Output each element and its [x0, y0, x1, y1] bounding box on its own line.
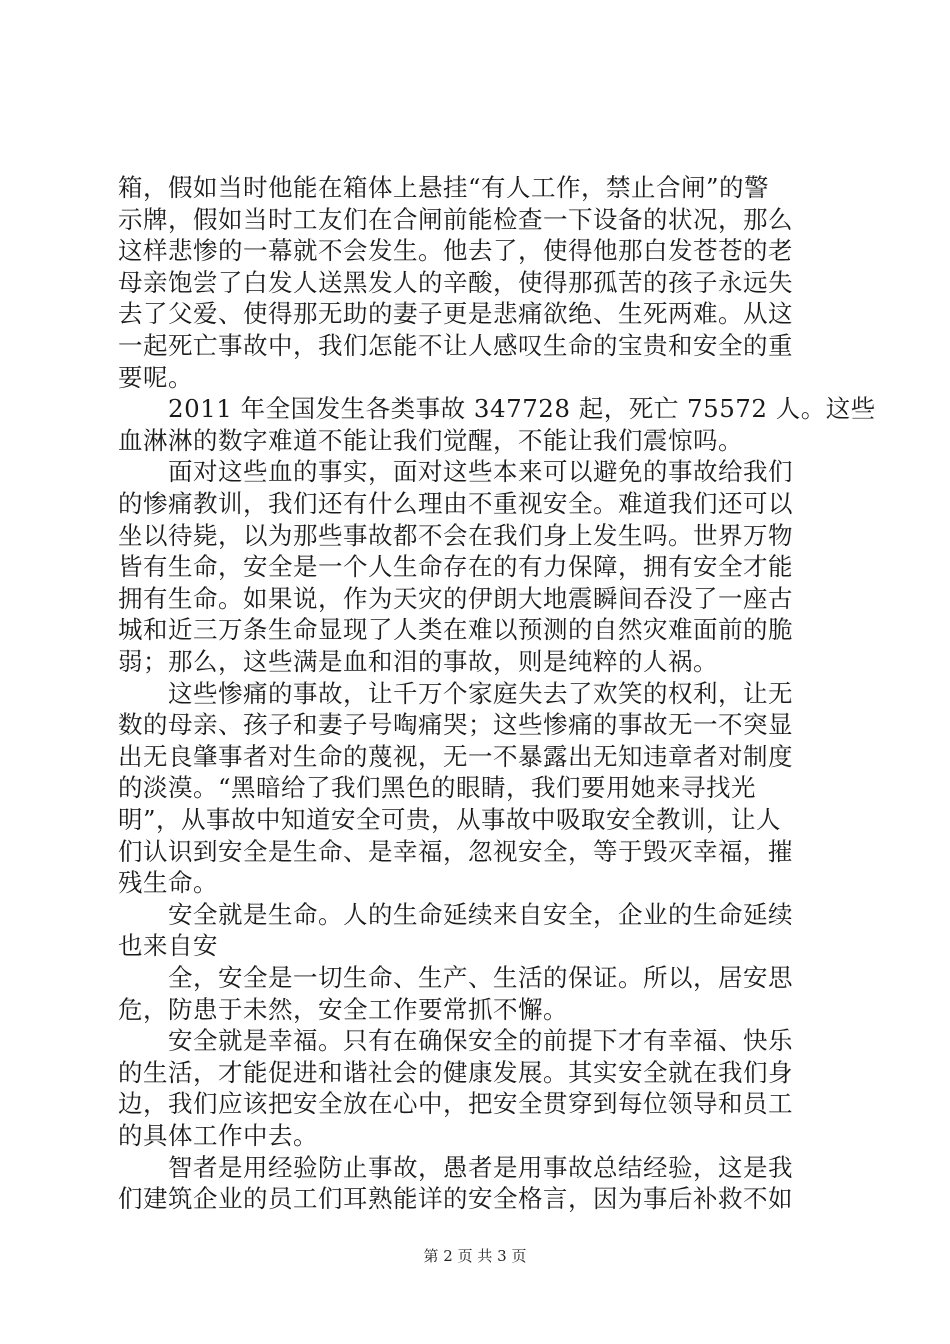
text-line: 箱，假如当时他能在箱体上悬挂“有人工作，禁止合闸”的警 — [118, 173, 770, 202]
text-line: 拥有生命。如果说，作为天灾的伊朗大地震瞬间吞没了一座古 — [118, 583, 793, 613]
text-line: 弱；那么，这些满是血和泪的事故，则是纯粹的人祸。 — [118, 647, 718, 676]
page-footer: 第 2 页 共 3 页 — [423, 1247, 527, 1265]
text-line: 残生命。 — [118, 868, 218, 898]
text-line: 2011 年全国发生各类事故 347728 起，死亡 75572 人。这些 — [168, 394, 876, 424]
text-line: 的惨痛教训，我们还有什么理由不重视安全。难道我们还可以 — [118, 489, 793, 518]
text-line: 这些惨痛的事故，让千万个家庭失去了欢笑的权利，让无 — [168, 678, 793, 708]
text-line: 一起死亡事故中，我们怎能不让人感叹生命的宝贵和安全的重 — [118, 331, 793, 360]
text-line: 的生活，才能促进和谐社会的健康发展。其实安全就在我们身 — [118, 1057, 793, 1087]
text-line: 也来自安 — [118, 931, 218, 961]
text-line: 出无良肇事者对生命的蔑视，无一不暴露出无知违章者对制度 — [118, 741, 793, 771]
text-line: 的淡漠。“黑暗给了我们黑色的眼睛，我们要用她来寻找光 — [118, 773, 757, 803]
text-line: 要呢。 — [118, 362, 193, 392]
text-line: 血淋淋的数字难道不能让我们觉醒，不能让我们震惊吗。 — [118, 425, 743, 455]
text-line: 们建筑企业的员工们耳熟能详的安全格言，因为事后补救不如 — [118, 1184, 793, 1214]
text-line: 去了父爱、使得那无助的妻子更是悲痛欲绝、生死两难。从这 — [118, 299, 793, 329]
text-line: 边，我们应该把安全放在心中，把安全贯穿到每位领导和员工 — [118, 1089, 793, 1119]
text-line: 坐以待毙，以为那些事故都不会在我们身上发生吗。世界万物 — [118, 520, 793, 550]
text-line: 皆有生命，安全是一个人生命存在的有力保障，拥有安全才能 — [118, 552, 793, 582]
text-line: 的具体工作中去。 — [118, 1121, 318, 1150]
text-line: 安全就是生命。人的生命延续来自安全，企业的生命延续 — [168, 899, 793, 929]
text-line: 们认识到安全是生命、是幸福，忽视安全，等于毁灭幸福，摧 — [118, 836, 793, 866]
text-line: 智者是用经验防止事故，愚者是用事故总结经验，这是我 — [168, 1152, 793, 1182]
text-line: 城和近三万条生命显现了人类在难以预测的自然灾难面前的脆 — [118, 615, 793, 645]
text-line: 危，防患于未然，安全工作要常抓不懈。 — [118, 994, 568, 1024]
text-line: 这样悲惨的一幕就不会发生。他去了，使得他那白发苍苍的老 — [118, 236, 793, 266]
text-line: 数的母亲、孩子和妻子号啕痛哭；这些惨痛的事故无一不突显 — [118, 710, 793, 740]
text-line: 全，安全是一切生命、生产、生活的保证。所以，居安思 — [168, 963, 793, 992]
text-line: 示牌，假如当时工友们在合闸前能检查一下设备的状况，那么 — [118, 204, 793, 234]
text-line: 安全就是幸福。只有在确保安全的前提下才有幸福、快乐 — [168, 1026, 793, 1056]
text-line: 母亲饱尝了白发人送黑发人的辛酸，使得那孤苦的孩子永远失 — [118, 267, 793, 297]
text-line: 面对这些血的事实，面对这些本来可以避免的事故给我们 — [168, 457, 793, 487]
text-line: 明”，从事故中知道安全可贵，从事故中吸取安全教训，让人 — [118, 805, 782, 834]
